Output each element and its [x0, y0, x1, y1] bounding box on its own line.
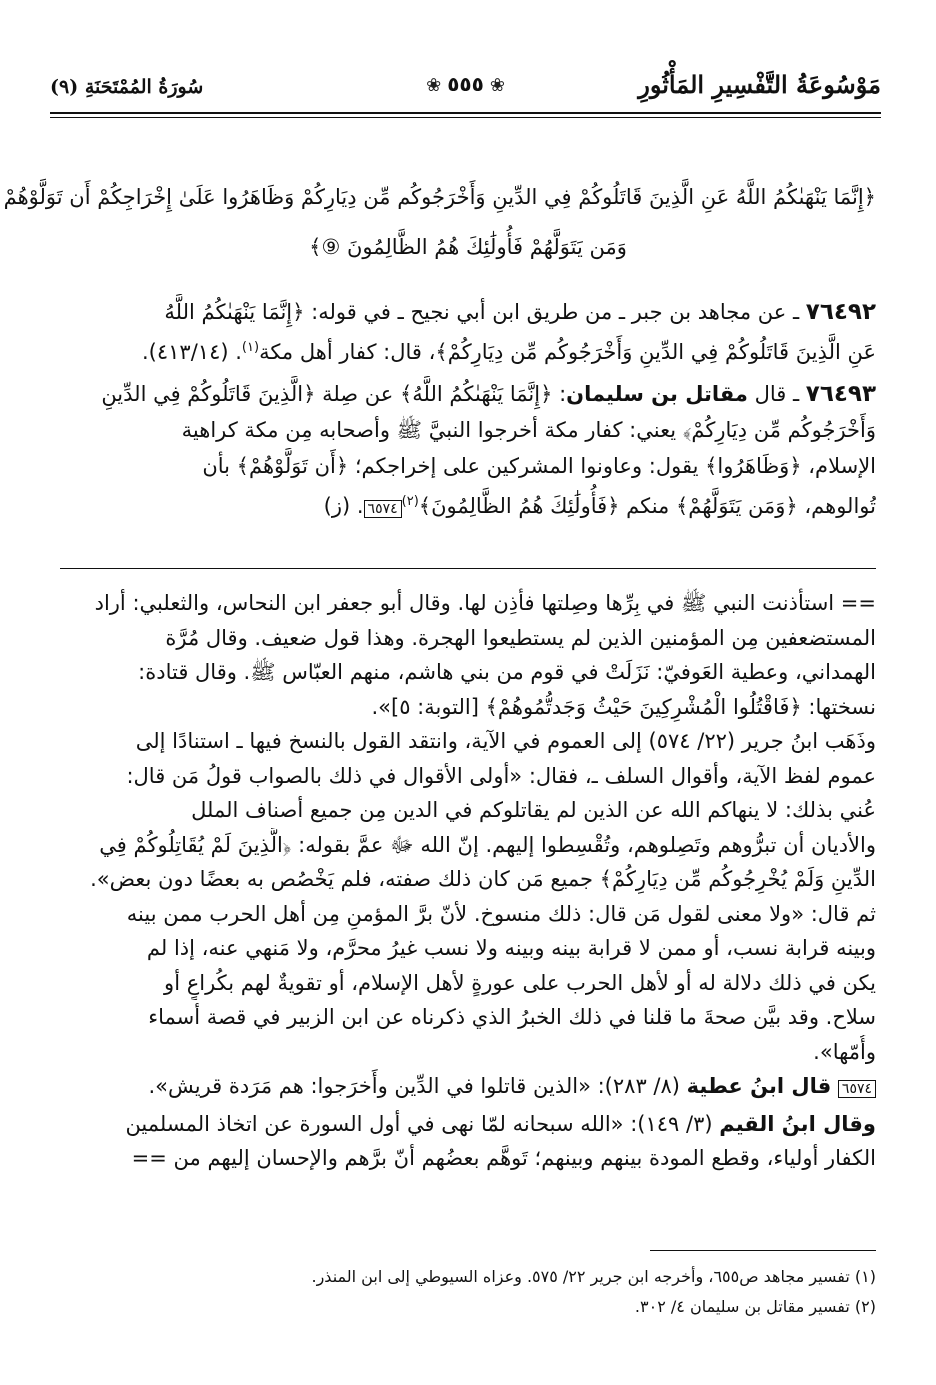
entry-text: ـ قال [754, 382, 800, 406]
commentary-line: == استأذنت النبي ﷺ في بِرِّها وصِلتها فأذِن لها. وقال أبو جعفر ابن النحاس، والثعلبي: أراد [94, 591, 876, 615]
header-rule [50, 112, 881, 114]
commentary-line: نسختها: ﴿فَاقْتُلُوا الْمُشْرِكِينَ حَيْثُ وَجَدتُّمُوهُمْ﴾ [التوبة: ٥]». [371, 694, 876, 719]
commentary-block [60, 586, 876, 1176]
footnote-ref: (١) [241, 340, 260, 355]
section-separator [60, 568, 876, 569]
narrator-name: مقاتل بن سليمان [566, 382, 748, 406]
scholar-name: قال ابنُ عطية [686, 1074, 832, 1098]
entry-text: : ﴿إِنَّمَا يَنْهَىٰكُمُ اللَّهُ﴾ عن صِلة ﴿الَّذِينَ قَاتَلُوكُمْ فِي الدِّينِ [101, 382, 567, 406]
entry-text: . (ز) [323, 494, 364, 518]
page-header [50, 70, 881, 110]
entry-line: الإسلام، ﴿وَظَاهَرُوا﴾ يقول: وعاونوا المشركين على إخراجكم؛ ﴿أَن تَوَلَّوْهُمْ﴾ بأن [202, 454, 876, 478]
commentary-text: (٣/ ١٤٩): «الله سبحانه لمّا نهى في أول السورة عن اتخاذ المسلمين [125, 1111, 720, 1136]
entry-number: ٧٦٤٩٣ [805, 381, 876, 407]
quran-verse [3, 172, 876, 272]
footnotes [60, 1262, 876, 1322]
verse-line: وَمَن يَتَوَلَّهُمْ فَأُولَٰئِكَ هُمُ الظَّالِمُونَ ⑨﴾ [309, 235, 627, 259]
entry-text: ـ عن مجاهد بن جبر ـ من طريق ابن أبي نجيح ـ في قوله: ﴿إِنَّمَا يَنْهَىٰكُمُ اللَّهُ [164, 300, 800, 324]
commentary-line: ثم قال: «ولا معنى لقول مَن قال: ذلك منسوخ. لأنّ برَّ المؤمنِ مِن أهل الحرب ممن بينه [126, 901, 876, 926]
commentary-line: وأُمّها». [813, 1039, 876, 1064]
narration-entry [60, 294, 876, 370]
commentary-line: يكن في ذلك دلالة له أو لأهل الحرب على عورةٍ لأهل الإسلام، أو تقويةٌ لهم بكُراعٍ أو [164, 970, 876, 995]
entry-line: وَأَخْرَجُوكُم مِّن دِيَارِكُمْ﴾ يعني: كفار مكة أخرجوا النبيَّ ﷺ وأصحابه مِن مكة كراهية [181, 418, 876, 442]
commentary-line: الهمداني، وعطية العَوفيّ: نَزَلَتْ في قوم من بني هاشم، منهم العبّاس ﷺ. وقال قتادة: [138, 660, 876, 684]
entry-text: (٤١٣/١٤). [142, 340, 229, 364]
commentary-text: (٨/ ٢٨٣): «الذين قاتلوا في الدِّين وأَخرَجوا: هم مَرَدة قريش». [148, 1074, 687, 1098]
commentary-text: الكفار أولياء، وقطع المودة بينهم وبينهم؛ تَوهَّم بعضُهم أنّ برَّهم والإحسان إليهم من == [131, 1146, 876, 1170]
footnote: (٢) تفسير مقاتل بن سليمان ٤/ ٣٠٢. [634, 1297, 876, 1316]
entry-line [60, 484, 876, 527]
entry-text: تُوالوهم، ﴿وَمَن يَتَوَلَّهُمْ﴾ منكم ﴿فَأُولَٰئِكَ هُمُ الظَّالِمُونَ﴾ [418, 494, 876, 518]
verse-line: ﴿إِنَّمَا يَنْهَىٰكُمُ اللَّهُ عَنِ الَّذِينَ قَاتَلُوكُمْ فِي الدِّينِ وَأَخْرَجُوكُم مِّن دِيَارِكُمْ وَظَاهَرُوا عَلَىٰ إِخْرَاجِكُمْ أَن تَوَلَّوْهُمْ [3, 185, 876, 209]
entry-line [60, 376, 876, 412]
commentary-line: المستضعفين مِن المؤمنين الذين لم يستطيعوا الهجرة. وهذا قول ضعيف. وقال مُرَّة [165, 625, 876, 650]
footnote: (١) تفسير مجاهد ص٦٥٥، وأخرجه ابن جرير ٢٢/ ٥٧٥. وعزاه السيوطي إلى ابن المنذر. [311, 1267, 876, 1286]
narration-entry [60, 376, 876, 527]
entry-number: ٧٦٤٩٢ [805, 299, 876, 325]
commentary-line: عُني بذلك: لا ينهاكم الله عن الذين لم يقاتلوكم في الدين مِن جميع أصناف الملل [191, 798, 876, 822]
commentary-line: عموم لفظ الآية، وأقوال السلف ـ، فقال: «أولى الأقوال في ذلك بالصواب قولُ مَن قال: [126, 763, 876, 788]
page-number: ٥٥٥ [447, 72, 484, 96]
commentary-line: وبينه قرابة نسب، أو ممن لا قرابة بينه وبينه ولا نسب غيرُ محرَّم، ولا مَنهي عنه، إذا لم [146, 936, 876, 960]
cross-ref-box: ٦٥٧٤ [838, 1080, 876, 1098]
header-rule-thin [50, 117, 881, 118]
entry-line [60, 294, 876, 330]
ornament-icon: ❀ [426, 75, 442, 96]
cross-ref-box: ٦٥٧٤ [364, 500, 402, 518]
commentary-line [60, 1069, 876, 1107]
footnote-ref: (٢) [401, 494, 419, 509]
scholar-name: وقال ابنُ القيم [719, 1111, 876, 1136]
entry-text: عَنِ الَّذِينَ قَاتَلُوكُمْ فِي الدِّينِ وَأَخْرَجُوكُم مِّن دِيَارِكُمْ﴾، قال: كفار أهل مكة [259, 340, 876, 364]
commentary-line [60, 1107, 876, 1142]
surah-title: سُورَةُ المُمْتَحَنَةِ (٩) [50, 76, 204, 98]
entry-line: عَنِ الَّذِينَ قَاتَلُوكُمْ فِي الدِّينِ وَأَخْرَجُوكُم مِّن دِيَارِكُمْ﴾، قال: كفار أهل مكة$^{(١)}$. (٤١٣/١٤). [142, 340, 876, 364]
footnote-separator [650, 1250, 876, 1251]
commentary-line: وذَهَب ابنُ جرير (٢٢/ ٥٧٤) إلى العموم في الآية، وانتقد القول بالنسخ فيها ـ استنادًا إلى [135, 729, 876, 753]
commentary-line [60, 1141, 876, 1176]
commentary-line: الدِّينِ وَلَمْ يُخْرِجُوكُم مِّن دِيَارِكُمْ﴾ جميع مَن كان ذلك صفته، فلم يَخْصُص به بعضًا دون بعض». [90, 867, 876, 891]
commentary-line: سلاح. وقد بيَّن صحةَ ما قلنا في ذلك الخبرُ الذي ذكرناه عن ابن الزبير في قصة أسماء [148, 1005, 876, 1029]
book-title: مَوْسُوعَةُ التَّفْسِيرِ المَأْثُورِ [638, 70, 881, 99]
ornament-icon: ❀ [489, 75, 505, 96]
commentary-line: والأديان أن تبرُّوهم وتَصِلوهم، وتُقْسِطوا إليهم. إنّ الله ﷻ عمَّ بقوله: ﴿الَّذِينَ لَمْ يُقَاتِلُوكُمْ فِي [99, 832, 876, 857]
